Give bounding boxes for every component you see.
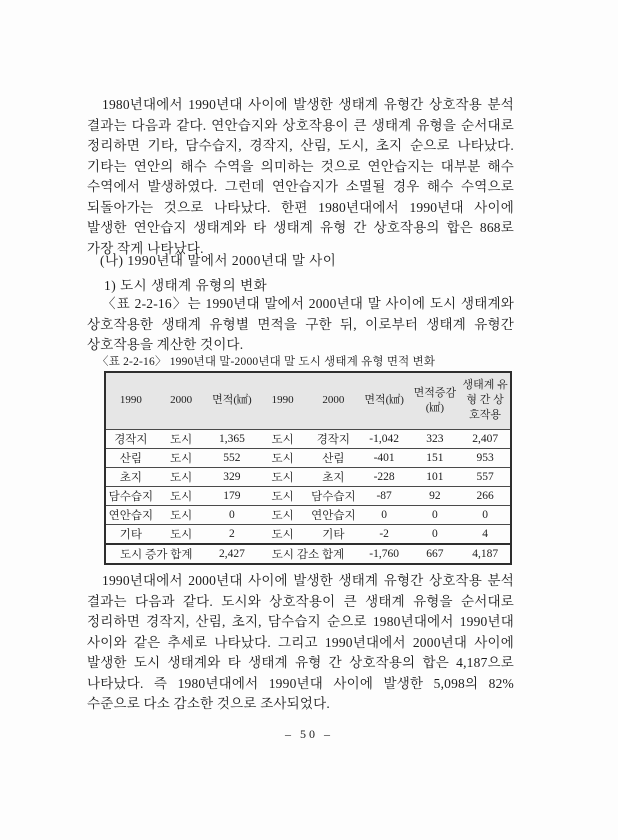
paragraph-1990s-2000s-analysis: 1990년대에서 2000년대 사이에 발생한 생태계 유형간 상호작용 분석 결과는 다음과 같다. 도시와 상호작용이 큰 생태계 유형을 순서대로 정리하면 경작지, 산림, 초지, 담수습지 순으로 1980년대에서 1990년대 사이와 같은 추세로 나타났다. 그리고 1990년대에서 2000년대 사이에 발생한 도시 생태계와 타 생태계 유형 간 상호작용의 합은 4,187으로 나타났다. 즉 1980년대에서 1990년대 사이에 발생한 5,098의 82% 수준으로 다소 감소한 것으로 조사되었다. — [87, 573, 514, 711]
table-cell: 도시 — [156, 505, 207, 524]
table-cell: 산림 — [308, 448, 359, 467]
table-cell: 0 — [207, 505, 258, 524]
table-cell: 953 — [460, 448, 511, 467]
total-increase-value: 2,427 — [207, 544, 258, 564]
col-header-1990-from: 1990 — [105, 372, 156, 429]
table-cell: -87 — [359, 486, 410, 505]
table-cell: 179 — [207, 486, 258, 505]
paragraph-1980s-1990s-analysis: 1980년대에서 1990년대 사이에 발생한 생태계 유형간 상호작용 분석 결과는 다음과 같다. 연안습지와 상호작용이 큰 생태계 유형을 순서대로 정리하면 기타, 담수습지, 경작지, 산림, 도시, 초지 순으로 나타났다. 기타는 연안의 해수 수역을 의미하는 것으로 연안습지는 대부분 해수 수역에서 발생하였다. 그런데 연안습지가 소멸될 경우 해수 수역으로 되돌아가는 것으로 나타났다. 한편 1980년대에서 1990년대 사이에 발생한 연안습지 생태계와 타 생태계 유형 간 상호작용의 합은 868로 가장 작게 나타났다. — [87, 97, 514, 256]
table-cell: -228 — [359, 467, 410, 486]
table-cell: 151 — [410, 448, 461, 467]
total-net-change-value: 667 — [410, 544, 461, 564]
table-cell: 담수습지 — [105, 486, 156, 505]
table-cell: 연안습지 — [308, 505, 359, 524]
col-header-area-gain: 면적(㎢) — [207, 372, 258, 429]
table-cell: 0 — [460, 505, 511, 524]
table-cell: 도시 — [257, 467, 308, 486]
subsection-heading-urban-change: 1) 도시 생태계 유형의 변화 — [104, 278, 268, 293]
col-header-interaction: 생태계 유형 간 상호작용 — [460, 372, 511, 429]
col-header-1990-urban: 1990 — [257, 372, 308, 429]
table-cell: 도시 — [156, 429, 207, 448]
paragraph-table-intro: 〈표 2-2-16〉는 1990년대 말에서 2000년대 말 사이에 도시 생태계와 상호작용한 생태계 유형별 면적을 구한 뒤, 이로부터 생태계 유형간 상호작용을 계산한 것이다. — [87, 296, 514, 352]
table-cell: 경작지 — [308, 429, 359, 448]
col-header-net-change: 면적증감(㎢) — [410, 372, 461, 429]
table-cell: 92 — [410, 486, 461, 505]
total-decrease-value: -1,760 — [359, 544, 410, 564]
total-interaction-value: 4,187 — [460, 544, 511, 564]
table-cell: -2 — [359, 524, 410, 544]
table-cell: 도시 — [156, 524, 207, 544]
table-cell: 초지 — [308, 467, 359, 486]
table-cell: 329 — [207, 467, 258, 486]
table-cell: 0 — [410, 524, 461, 544]
table-cell: 2 — [207, 524, 258, 544]
col-header-area-loss: 면적(㎢) — [359, 372, 410, 429]
table-cell: 초지 — [105, 467, 156, 486]
table-row-grassland — [105, 467, 511, 486]
table-cell: 기타 — [105, 524, 156, 544]
table-cell: 도시 — [257, 505, 308, 524]
table-cell: 기타 — [308, 524, 359, 544]
table-cell: 0 — [359, 505, 410, 524]
total-decrease-label: 도시 감소 합계 — [257, 544, 359, 564]
table-row-totals — [105, 544, 511, 564]
table-cell: 552 — [207, 448, 258, 467]
table-cell: 101 — [410, 467, 461, 486]
table-cell: 557 — [460, 467, 511, 486]
table-cell: 도시 — [156, 448, 207, 467]
total-increase-label: 도시 증가 합계 — [105, 544, 207, 564]
table-cell: 도시 — [156, 486, 207, 505]
col-header-2000-to: 2000 — [156, 372, 207, 429]
table-cell: 2,407 — [460, 429, 511, 448]
table-caption: 〈표 2-2-16〉 1990년대 말-2000년대 말 도시 생태계 유형 면적 변화 — [97, 356, 436, 368]
table-cell: 0 — [410, 505, 461, 524]
col-header-2000-type: 2000 — [308, 372, 359, 429]
table-header-row — [105, 372, 511, 429]
page-number: – 50 – — [285, 727, 333, 741]
table-cell: 4 — [460, 524, 511, 544]
table-cell: 266 — [460, 486, 511, 505]
table-cell: 도시 — [257, 524, 308, 544]
table-row-freshwater-wetland — [105, 486, 511, 505]
table-cell: 도시 — [257, 429, 308, 448]
table-row-cropland — [105, 429, 511, 448]
table-cell: 산림 — [105, 448, 156, 467]
table-cell: 도시 — [257, 448, 308, 467]
table-row-coastal-wetland — [105, 505, 511, 524]
table-row-forest — [105, 448, 511, 467]
section-heading-na: (나) 1990년대 말에서 2000년대 말 사이 — [100, 253, 337, 268]
table-row-other — [105, 524, 511, 544]
table-cell: 경작지 — [105, 429, 156, 448]
table-cell: 도시 — [156, 467, 207, 486]
table-cell: -401 — [359, 448, 410, 467]
table-cell: -1,042 — [359, 429, 410, 448]
table-cell: 1,365 — [207, 429, 258, 448]
table-cell: 도시 — [257, 486, 308, 505]
urban-ecosystem-area-change-table — [104, 371, 512, 565]
table-cell: 연안습지 — [105, 505, 156, 524]
table-cell: 담수습지 — [308, 486, 359, 505]
table-cell: 323 — [410, 429, 461, 448]
